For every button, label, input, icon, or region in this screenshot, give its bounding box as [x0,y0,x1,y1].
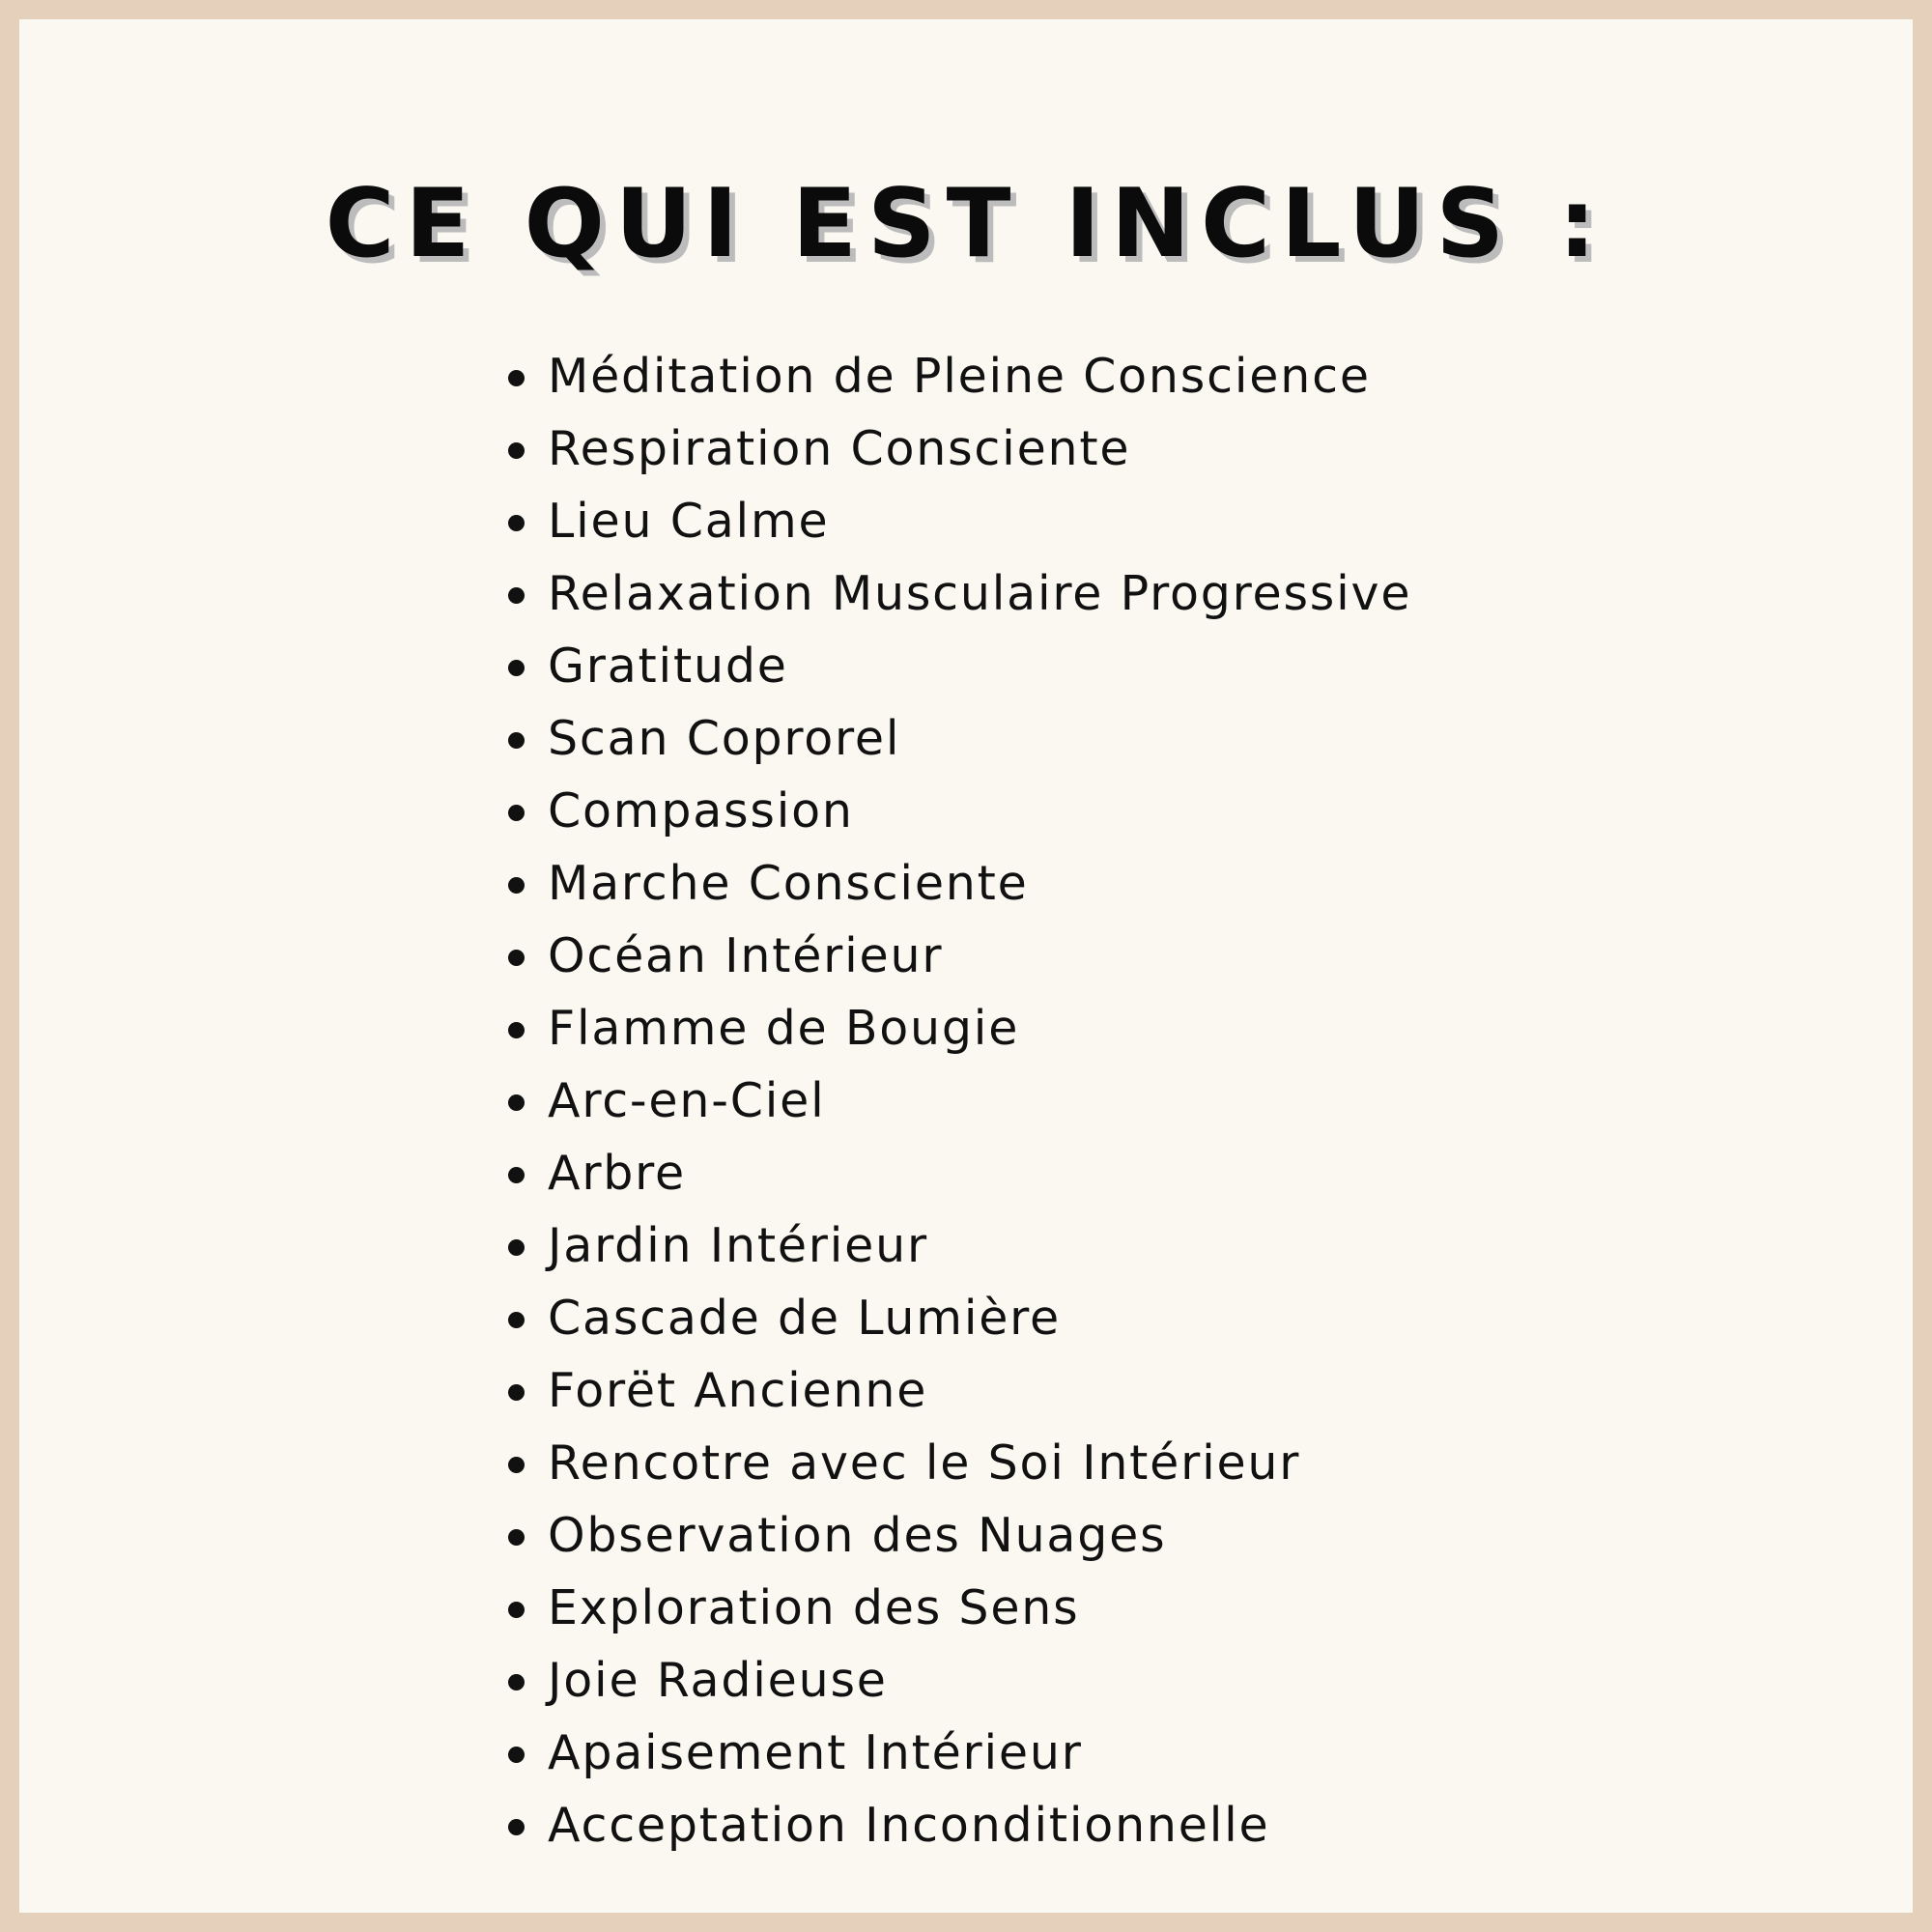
bullet-icon [508,1819,525,1835]
list-item [0,775,1932,847]
list-item [0,920,1932,992]
list-item [0,1137,1932,1209]
list-item [0,702,1932,775]
list-item-label: Arbre [548,1146,686,1201]
page-title: CE QUI EST INCLUS : [325,169,1607,279]
list-item [0,1065,1932,1137]
bullet-icon [508,1457,525,1473]
list-item-label: Cascade de Lumière [548,1291,1061,1346]
bullet-icon [508,877,525,894]
bullet-icon [508,1094,525,1111]
bullet-icon [508,950,525,966]
bullet-icon [508,1239,525,1256]
list-item-label: Forët Ancienne [548,1363,928,1418]
list-item-label: Méditation de Pleine Conscience [548,349,1371,404]
list-item-label: Exploration des Sens [548,1580,1080,1635]
included-list [0,340,1932,1861]
bullet-icon [508,587,525,604]
list-item [0,1209,1932,1282]
list-item-label: Lieu Calme [548,494,830,549]
list-item [0,1499,1932,1572]
list-item-label: Joie Radieuse [548,1653,888,1708]
list-item [0,992,1932,1065]
list-item-label: Gratitude [548,639,788,694]
bullet-icon [508,1529,525,1546]
list-item [0,485,1932,557]
list-item-label: Océan Intérieur [548,928,944,983]
list-item [0,1717,1932,1789]
bullet-icon [508,1384,525,1401]
bullet-icon [508,1602,525,1618]
list-item-label: Compassion [548,783,854,838]
bullet-icon [508,1022,525,1038]
bullet-icon [508,805,525,821]
list-item [0,340,1932,412]
bullet-icon [508,1167,525,1183]
list-item-label: Observation des Nuages [548,1508,1167,1563]
bullet-icon [508,515,525,531]
bullet-icon [508,1674,525,1690]
bullet-icon [508,732,525,749]
list-item [0,1572,1932,1644]
list-item-label: Respiration Consciente [548,421,1131,476]
list-item-label: Relaxation Musculaire Progressive [548,566,1412,621]
bullet-icon [508,1312,525,1328]
list-item-label: Acceptation Inconditionnelle [548,1798,1270,1853]
list-item [0,412,1932,485]
list-item-label: Flamme de Bougie [548,1001,1020,1056]
list-item [0,847,1932,920]
list-item [0,1282,1932,1354]
list-item-label: Marche Consciente [548,856,1029,911]
list-item-label: Apaisement Intérieur [548,1725,1083,1780]
bullet-icon [508,660,525,676]
list-item [0,1644,1932,1717]
bullet-icon [508,370,525,386]
bullet-icon [508,1747,525,1763]
list-item [0,1427,1932,1499]
list-item-label: Rencotre avec le Soi Intérieur [548,1435,1301,1491]
list-item-label: Scan Coprorel [548,711,901,766]
list-item [0,557,1932,630]
list-item-label: Arc-en-Ciel [548,1073,826,1128]
bullet-icon [508,442,525,459]
list-item-label: Jardin Intérieur [548,1218,928,1273]
list-item [0,1354,1932,1427]
list-item [0,1789,1932,1861]
list-item [0,630,1932,702]
